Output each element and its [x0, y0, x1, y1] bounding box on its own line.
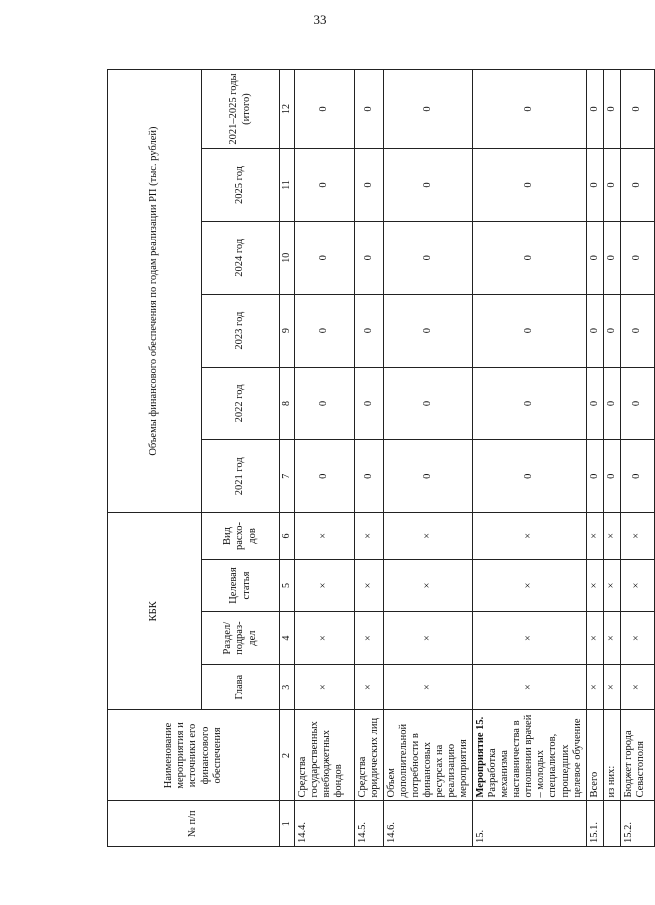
value-cell: 0	[354, 440, 383, 513]
row-num: 15.1.	[586, 801, 603, 847]
header-kbk-vid: Вид расхо- дов	[202, 513, 280, 560]
value-cell: 0	[354, 367, 383, 440]
kbk-cell: ×	[473, 559, 587, 612]
row-num: 14.5.	[354, 801, 383, 847]
header-num: № п/п	[108, 801, 280, 847]
row-name: из них:	[603, 710, 620, 801]
header-kbk-razdel: Раздел/ подраз- дел	[202, 612, 280, 665]
value-cell: 0	[620, 294, 654, 367]
header-2024: 2024 год	[202, 221, 280, 294]
kbk-cell: ×	[473, 612, 587, 665]
index-cell: 8	[280, 367, 295, 440]
table-row	[620, 70, 654, 847]
value-cell: 0	[354, 149, 383, 222]
rotated-table-container	[107, 69, 646, 847]
row-num: 14.4.	[294, 801, 354, 847]
index-cell: 11	[280, 149, 295, 222]
kbk-cell: ×	[620, 513, 654, 560]
header-kbk: КБК	[108, 513, 202, 710]
row-name	[473, 710, 587, 801]
kbk-cell: ×	[294, 513, 354, 560]
value-cell: 0	[586, 440, 603, 513]
kbk-cell: ×	[354, 664, 383, 710]
value-cell: 0	[603, 294, 620, 367]
value-cell: 0	[354, 221, 383, 294]
kbk-cell: ×	[383, 612, 472, 665]
row-name: Объем дополнительной потребности в финансовых ресурсах на реализацию мероприятия	[383, 710, 472, 801]
index-cell: 1	[280, 801, 295, 847]
value-cell: 0	[383, 70, 472, 149]
row-name: Средства юридических лиц	[354, 710, 383, 801]
value-cell: 0	[586, 70, 603, 149]
row-name: Всего	[586, 710, 603, 801]
index-cell: 12	[280, 70, 295, 149]
value-cell: 0	[294, 294, 354, 367]
value-cell: 0	[603, 440, 620, 513]
header-2023: 2023 год	[202, 294, 280, 367]
index-cell: 7	[280, 440, 295, 513]
row-name: Средства государственных внебюджетных фондов	[294, 710, 354, 801]
table-row	[473, 70, 587, 847]
kbk-cell: ×	[586, 664, 603, 710]
value-cell: 0	[620, 367, 654, 440]
kbk-cell: ×	[383, 513, 472, 560]
row-name: Бюджет города Севастополя	[620, 710, 654, 801]
kbk-cell: ×	[294, 559, 354, 612]
index-row	[280, 70, 295, 847]
value-cell: 0	[586, 367, 603, 440]
kbk-cell: ×	[354, 513, 383, 560]
value-cell: 0	[473, 440, 587, 513]
page-number: 33	[313, 12, 327, 27]
header-2022: 2022 год	[202, 367, 280, 440]
table-row	[383, 70, 472, 847]
header-2021: 2021 год	[202, 440, 280, 513]
value-cell: 0	[294, 367, 354, 440]
value-cell: 0	[383, 221, 472, 294]
kbk-cell: ×	[620, 664, 654, 710]
value-cell: 0	[620, 221, 654, 294]
header-volumes: Объемы финансового обеспечения по годам реализации РП (тыс. рублей)	[108, 70, 202, 513]
kbk-cell: ×	[603, 612, 620, 665]
value-cell: 0	[620, 70, 654, 149]
financing-table	[107, 69, 655, 847]
value-cell: 0	[354, 294, 383, 367]
header-2025: 2025 год	[202, 149, 280, 222]
kbk-cell: ×	[354, 559, 383, 612]
row-num: 14.6.	[383, 801, 472, 847]
value-cell: 0	[586, 294, 603, 367]
kbk-cell: ×	[586, 513, 603, 560]
kbk-cell: ×	[383, 559, 472, 612]
value-cell: 0	[383, 440, 472, 513]
value-cell: 0	[586, 221, 603, 294]
value-cell: 0	[603, 149, 620, 222]
value-cell: 0	[620, 440, 654, 513]
value-cell: 0	[294, 221, 354, 294]
value-cell: 0	[473, 149, 587, 222]
kbk-cell: ×	[586, 612, 603, 665]
value-cell: 0	[473, 221, 587, 294]
index-cell: 6	[280, 513, 295, 560]
index-cell: 10	[280, 221, 295, 294]
row-name-text: Разработка механизма наставничества в отношении врачей – молодых специалистов, прошедших целевое обучение	[487, 714, 583, 798]
value-cell: 0	[294, 149, 354, 222]
index-cell: 3	[280, 664, 295, 710]
row-num: 15.2.	[620, 801, 654, 847]
table-row	[586, 70, 603, 847]
value-cell: 0	[294, 440, 354, 513]
header-kbk-statya: Целевая статья	[202, 559, 280, 612]
kbk-cell: ×	[383, 664, 472, 710]
header-kbk-glava: Глава	[202, 664, 280, 710]
kbk-cell: ×	[620, 559, 654, 612]
kbk-cell: ×	[473, 664, 587, 710]
value-cell: 0	[383, 367, 472, 440]
kbk-cell: ×	[603, 559, 620, 612]
kbk-cell: ×	[294, 612, 354, 665]
row-num: 15.	[473, 801, 587, 847]
table-row	[294, 70, 354, 847]
value-cell: 0	[473, 70, 587, 149]
index-cell: 4	[280, 612, 295, 665]
header-total: 2021–2025 годы (итого)	[202, 70, 280, 149]
kbk-cell: ×	[473, 513, 587, 560]
kbk-cell: ×	[294, 664, 354, 710]
value-cell: 0	[473, 294, 587, 367]
index-cell: 5	[280, 559, 295, 612]
kbk-cell: ×	[620, 612, 654, 665]
value-cell: 0	[354, 70, 383, 149]
table-row	[354, 70, 383, 847]
value-cell: 0	[603, 221, 620, 294]
value-cell: 0	[294, 70, 354, 149]
table-row	[603, 70, 620, 847]
kbk-cell: ×	[354, 612, 383, 665]
kbk-cell: ×	[603, 664, 620, 710]
index-cell: 2	[280, 710, 295, 801]
kbk-cell: ×	[603, 513, 620, 560]
value-cell: 0	[383, 149, 472, 222]
value-cell: 0	[603, 367, 620, 440]
value-cell: 0	[620, 149, 654, 222]
value-cell: 0	[383, 294, 472, 367]
value-cell: 0	[473, 367, 587, 440]
row-name-bold: Мероприятие 15.	[475, 716, 487, 798]
kbk-cell: ×	[586, 559, 603, 612]
index-cell: 9	[280, 294, 295, 367]
header-name: Наименование мероприятия и источники его финансового обеспечения	[108, 710, 280, 801]
value-cell: 0	[586, 149, 603, 222]
row-num	[603, 801, 620, 847]
value-cell: 0	[603, 70, 620, 149]
